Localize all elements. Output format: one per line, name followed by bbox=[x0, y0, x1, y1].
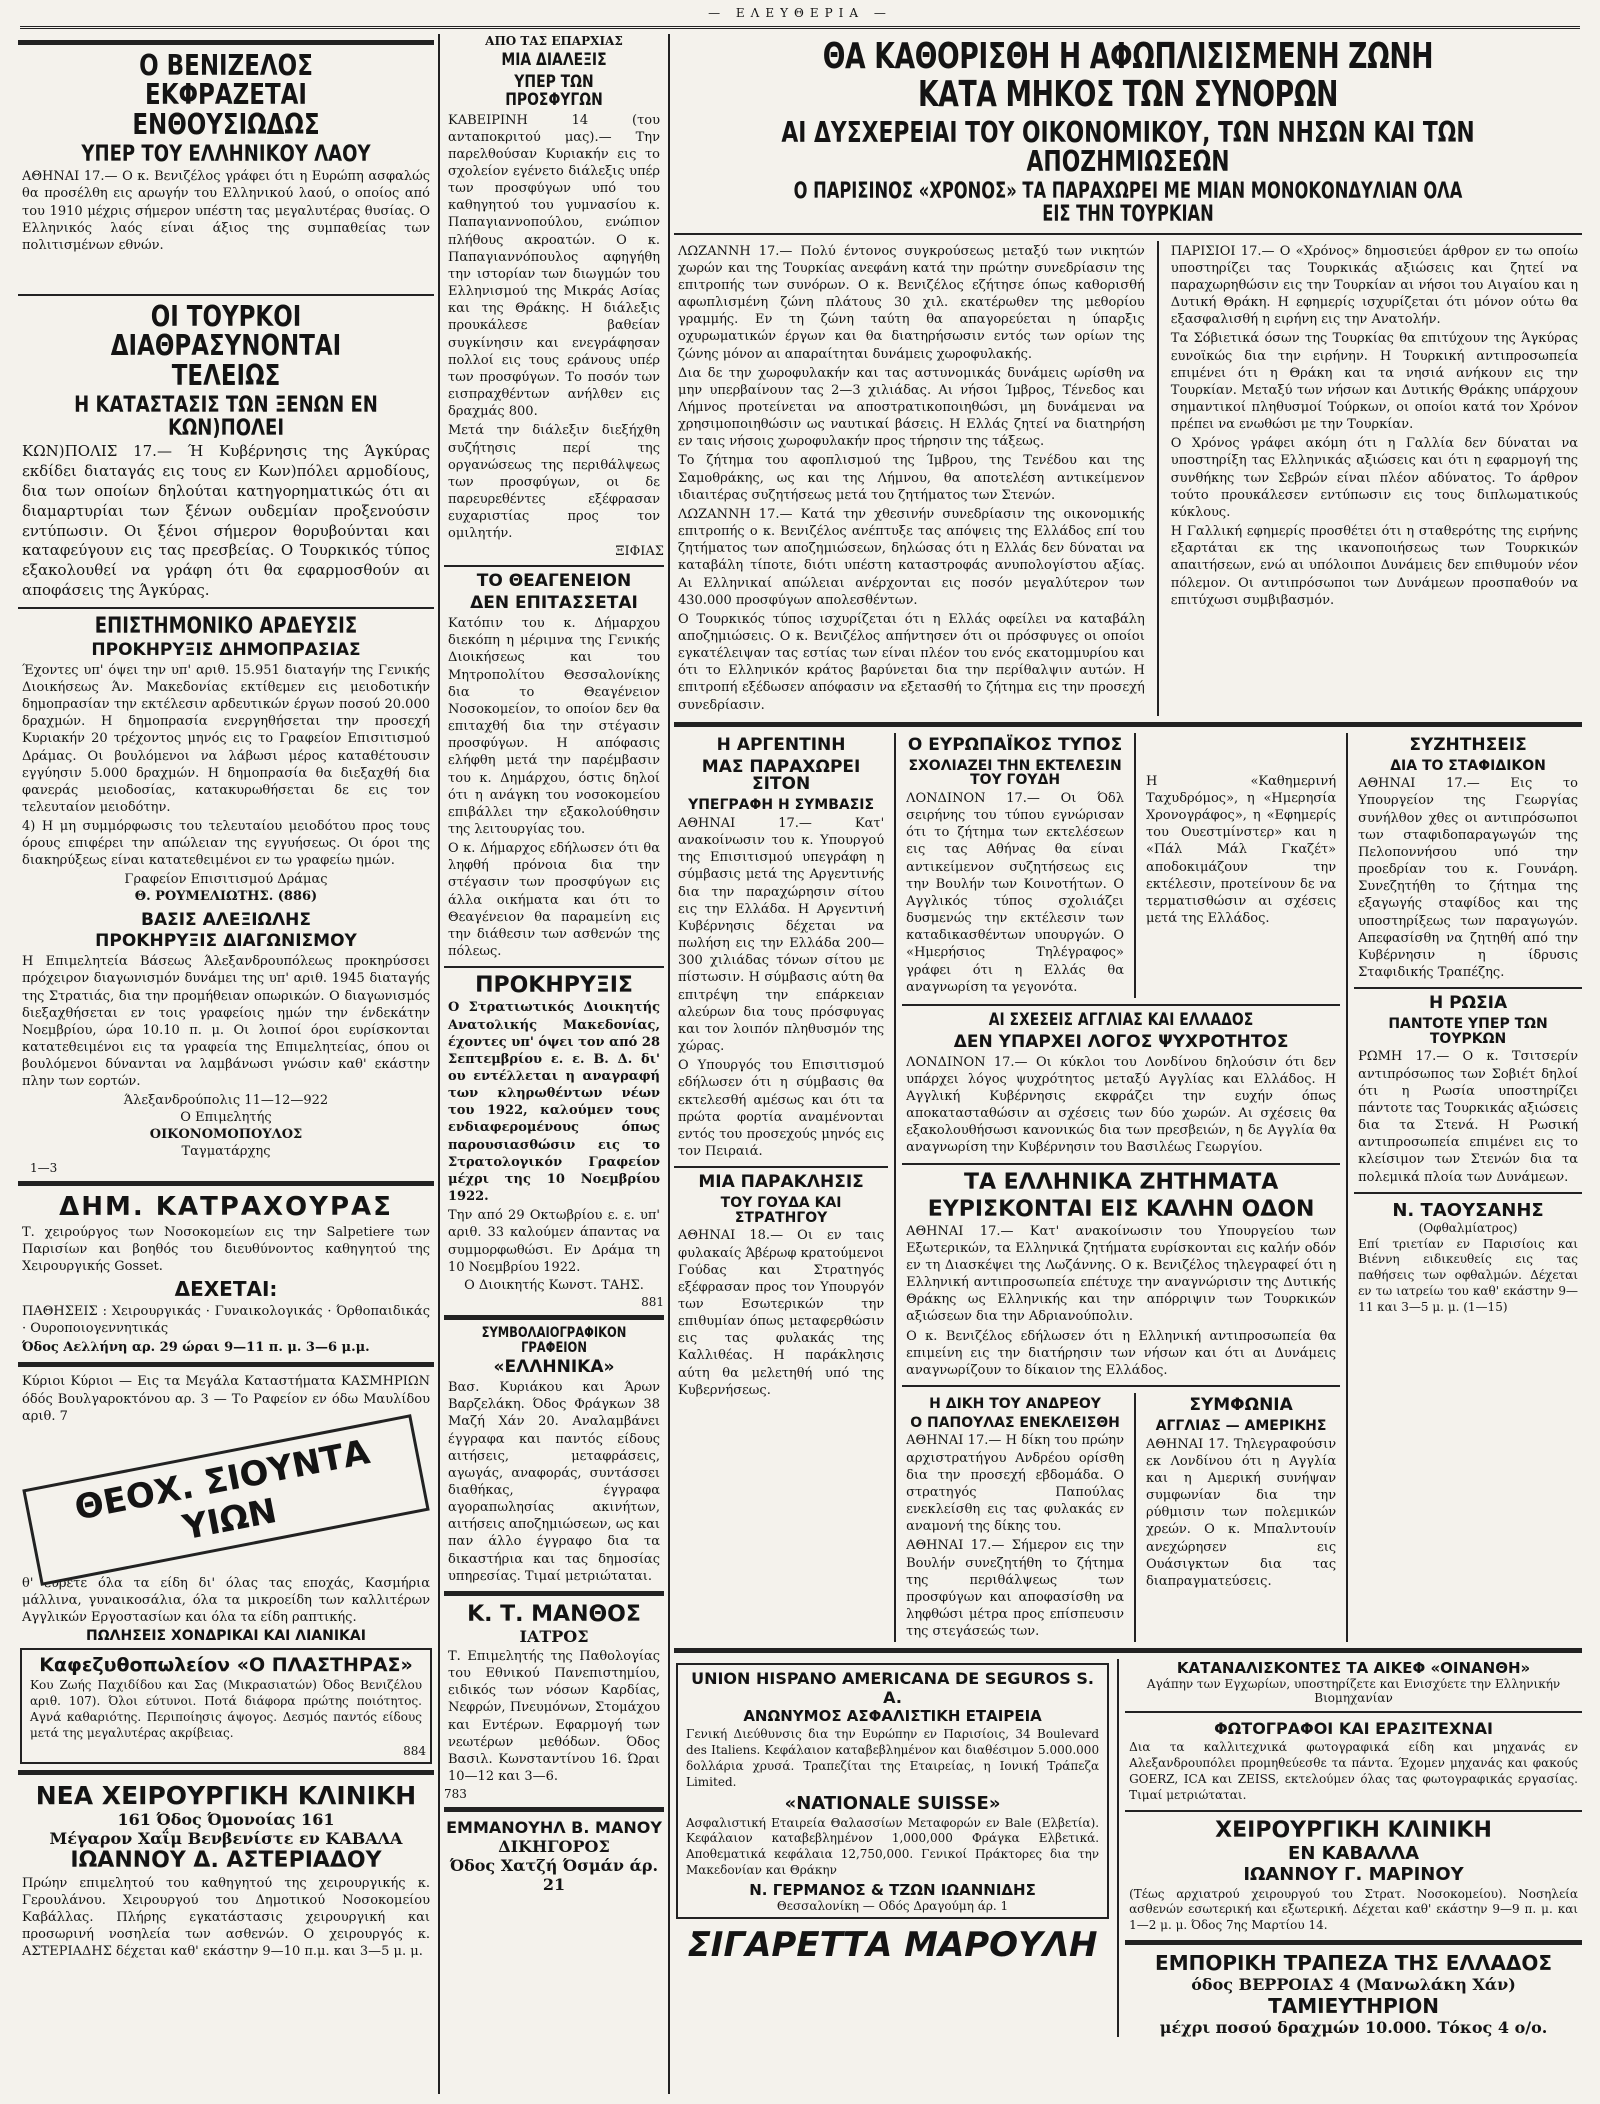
ad-manou-title: ΕΜΜΑΝΟΥΗΛ Β. ΜΑΝΟΥ bbox=[446, 1818, 662, 1838]
ad-agents: Ν. ΓΕΡΜΑΝΟΣ & ΤΖΩΝ ΙΩΑΝΝΙΔΗΣ bbox=[749, 1880, 1036, 1899]
ad-manthos-text: Τ. Επιμελητής της Παθολογίας του Εθνικού Πανεπιστημίου, ειδικός των νόσων Καρδίας, Νεφρών, Πνευμόνων, Στομάχου και Εντέρων. Εφαρμογή των νεωτέρων μεθόδων. Όδος Βασιλ. Κωνσταντίνου 16. Ώραι 10—12 και 3—6. bbox=[448, 1648, 660, 1785]
subhead-theageneion: ΔΕΝ ΕΠΙΤΑΣΣΕΤΑΙ bbox=[470, 593, 638, 614]
main-headline: ΘΑ ΚΑΘΟΡΙΣΘΗ Η ΑΦΩΠΛΙΣΙΣΜΕΝΗ ΖΩΝΗ ΚΑΤΑ ΜΗΚΟΣ ΤΩΝ ΣΥΝΟΡΩΝ bbox=[822, 36, 1434, 115]
ad-asteriadis-title: ΝΕΑ ΧΕΙΡΟΥΡΓΙΚΗ ΚΛΙΝΙΚΗ bbox=[35, 1780, 417, 1810]
main-article-left bbox=[674, 241, 1149, 716]
headline-russia: Η ΡΩΣΙΑ bbox=[1428, 993, 1508, 1014]
ad-manthos-number: 783 bbox=[444, 1787, 467, 1802]
subhead-turks: Η ΚΑΤΑΣΤΑΣΙΣ ΤΩΝ ΞΕΝΩΝ ΕΝ ΚΩΝ)ΠΟΛΕΙ bbox=[74, 393, 378, 442]
subhead-irrigation: ΠΡΟΚΗΡΥΞΙΣ ΔΗΜΟΠΡΑΣΙΑΣ bbox=[91, 639, 361, 660]
article-raisin: ΑΘΗΝΑΙ 17.— Εις το Υπουργείον της Γεωργίας συνήλθον χθες οι αντιπρόσωποι των σταφιδοπαραγωγών της Πελοποννήσου υπό την προεδρίαν του κ. Γουνάρη. Συνεζητήθη το ζήτημα της εξαγωγής σταφίδος και της υποστηρίξεως των παραγωγών. Απεφασίσθη να ζητηθή από την Κυβέρνησιν η ίδρυσις Σταφιδικής Τραπέζης. bbox=[1358, 776, 1578, 981]
ad-plastiras-title: Καφεζυθοπωλείον «Ο ΠΛΑΣΤΗΡΑΣ» bbox=[39, 1654, 413, 1677]
headline-venizelos: Ο ΒΕΝΙΖΕΛΟΣ ΕΚΦΡΑΖΕΤΑΙ ΕΝΘΟΥΣΙΩΔΩΣ bbox=[132, 49, 320, 141]
notice-tender-rank: Ταγματάρχης bbox=[181, 1143, 271, 1159]
ad-asteriadis-name: ΙΩΑΝΝΟΥ Δ. ΑΣΤΕΡΙΑΔΟΥ bbox=[70, 1847, 382, 1873]
notice-irrigation: Έχοντες υπ' όψει την υπ' αριθ. 15.951 διαταγήν της Γενικής Διοικήσεως Άν. Μακεδονίας εκτίθεμεν εις μειοδοτικήν δημοπρασίαν την εκτέλεσιν αρδευτικών έργων ποσού 20.000 δραχμών. Η δημοπρασία ενεργηθήσεται την προσεχή Κυριακήν 20 τρέχοντος μηνός εις το Γραφείον Επισιτισμού Δράμας. Οι βουλόμενοι να λάβωσι μέρος καταθέτουσιν εγγύησιν 5.000 δραχμών. Η δημοπρασία θα διεξαχθή δια φανεράς μειοδοσίας, κατακυρωθήσεται δε εις τον τελευταίον μειοδότην. bbox=[22, 662, 430, 815]
main-right-1: ΠΑΡΙΣΙΟΙ 17.— Ο «Χρόνος» δημοσιεύει άρθρον εν τω οποίω υποστηρίζει τας Τουρκικάς αξιώσεις και ζητεί να παραχωρηθώσιν εις την Τουρκίαν αι νήσοι του Αιγαίου και η Δυτική Θράκη. Η εφημερίς ισχυρίζεται ότι μόνον ούτω θα εξασφαλισθή η ειρήνη εις την Ανατολήν. bbox=[1170, 243, 1578, 328]
headline-request: ΜΙΑ ΠΑΡΑΚΛΗΣΙΣ bbox=[698, 1172, 864, 1193]
ad-katrachouras-title: ΔΗΜ. ΚΑΤΡΑΧΟΥΡΑΣ bbox=[59, 1191, 393, 1222]
headline-trial: Η ΔΙΚΗ ΤΟΥ ΑΝΔΡΕΟΥ bbox=[929, 1396, 1101, 1413]
main-area bbox=[674, 34, 1582, 2094]
ad-notary-title: ΣΥΜΒΟΛΑΙΟΓΡΑΦΙΚΟΝ ΓΡΑΦΕΙΟΝ bbox=[481, 1324, 627, 1356]
notice-tender-role: Ο Επιμελητής bbox=[180, 1109, 272, 1125]
ad-photo-text: Δια τα καλλιτεχνικά φωτογραφικά είδη και μηχανάς εν Αλεξανδρουπόλει προμηθεύεσθε τα πάντα. Έχομεν μηχανάς και φακούς GOERZ, ICA και ZEISS, εκτελούμεν όλας τας φωτογραφικάς εργασίας. Τιμαί μετριώταται. bbox=[1129, 1740, 1578, 1802]
article-greek-issues-cont: Ο κ. Βενιζέλος εδήλωσεν ότι η Ελληνική αντιπροσωπεία θα επιμείνη εις την διατήρησιν των νήσων και ότι αι Δυνάμεις αναγνωρίζουν το δίκαιον της Ελλάδος. bbox=[906, 1328, 1337, 1378]
ad-oinanthi-title: ΚΑΤΑΝΑΛΙΣΚΟΝΤΕΣ ΤΑ ΑΙΚΕΦ «ΟΙΝΑΝΘΗ» bbox=[1176, 1659, 1531, 1678]
main-article-right bbox=[1167, 241, 1582, 716]
column-rule bbox=[668, 34, 670, 2094]
article-venizelos-cont bbox=[22, 256, 430, 288]
ad-manou-sub: ΔΙΚΗΓΟΡΟΣ bbox=[498, 1837, 610, 1857]
ad-taousanis-text: Επί τριετίαν εν Παρισίοις και Βιέννη ειδικευθείς εις τας παθήσεις των οφθαλμών. Δέχεται εν τω ιατρείω του καθ' εκάστην 9—11 και 3—5 μ. μ. (1—15) bbox=[1358, 1236, 1578, 1314]
headline-irrigation: ΕΠΙΣΤΗΜΟΝΙΚΟ ΑΡΔΕΥΣΙΣ bbox=[94, 613, 358, 639]
ad-katrachouras-sub: ΔΕΧΕΤΑΙ: bbox=[174, 1277, 278, 1301]
ad-marinou-text: (Τέως αρχιατρού χειρουργού του Στρατ. Νοσοκομείου). Νοσηλεία ασθενών εσωτερική και εξωτερική. Δέχεται καθ' εκάστην 9—9 π. μ. και 1—2 μ. μ. Όδος 7ης Μαρτίου 14. bbox=[1129, 1886, 1578, 1933]
headline-lecture: ΜΙΑ ΔΙΑΛΕΞΙΣ bbox=[501, 50, 607, 70]
subhead-argentina-2: ΥΠΕΓΡΑΦΗ Η ΣΥΜΒΑΣΙΣ bbox=[688, 797, 875, 814]
ad-taousanis-title: Ν. ΤΑΟΥΣΑΝΗΣ bbox=[1392, 1199, 1544, 1221]
main-right-3: Ο Χρόνος γράφει ακόμη ότι η Γαλλία δεν δύναται να υποστηρίξη τας Ελληνικάς αξιώσεις και ότι η εφαρμογή της συνθήκης των Σεβρών είναι πλέον αδύνατος. Το άρθρον τούτο προυκάλεσεν εντύπωσιν εις τους διπλωματικούς κύκλους. bbox=[1170, 436, 1578, 520]
headline-raisin: ΣΥΖΗΤΗΣΕΙΣ bbox=[1409, 734, 1527, 755]
ad-plastiras-number: 884 bbox=[403, 1743, 426, 1758]
masthead: — ΕΛΕΥΘΕΡΙΑ — bbox=[20, 6, 1580, 29]
main-subheadline: ΑΙ ΔΥΣΧΕΡΕΙΑΙ ΤΟΥ ΟΙΚΟΝΟΜΙΚΟΥ, ΤΩΝ ΝΗΣΩΝ ΚΑΙ ΤΩΝ ΑΠΟΖΗΜΙΩΣΕΩΝ bbox=[781, 115, 1475, 178]
main-subcol-c bbox=[1354, 733, 1582, 1643]
main-text-5: Ο Τουρκικός τύπος ισχυρίζεται ότι η Ελλάς οφείλει να καταβάλη αποζημιώσεις. Ο κ. Βενιζέλος απήντησεν ότι οι πρόσφυγες οι οποίοι εγκατέλειψαν τας εστίας των είναι πλέον του ενός εκατομμυρίου και ότι το Ελληνικόν κράτος βαρύνεται δια την περίθαλψιν αυτών. Η επιτροπή εξέδωσεν απόφασιν να εξετασθή το ζήτημα εις την προσεχή συνεδρίασιν. bbox=[678, 611, 1145, 713]
ad-siounta-sales: ΠΩΛΗΣΕΙΣ ΧΟΝΔΡΙΚΑΙ ΚΑΙ ΛΙΑΝΙΚΑΙ bbox=[86, 1628, 366, 1645]
subhead-press: ΣΧΟΛΙΑΖΕΙ ΤΗΝ ΕΚΤΕΛΕΣΙΝ ΤΟΥ ΓΟΥΔΗ bbox=[908, 757, 1122, 789]
article-greek-issues: ΑΘΗΝΑΙ 17.— Κατ' ανακοίνωσιν του Υπουργείου των Εξωτερικών, τα Ελληνικά ζητήματα ευρίσκονται εις καλήν οδόν εν τη Διασκέψει της Λωζάννης. Ο κ. Βενιζέλος τηλεγραφεί ότι η Ελληνική αντιπροσωπεία επέτυχε την αναγνώρισιν της Δυτικής Θράκης ως Ελληνικής και την απόρριψιν των Τουρκικών αξιώσεων δια την Αδριανούπολιν. bbox=[906, 1223, 1337, 1325]
notice-proclamation-signature: Ο Διοικητής Κωνστ. ΤΑΗΣ. bbox=[464, 1277, 644, 1293]
notice-tender: Η Επιμελητεία Βάσεως Άλεξανδρουπόλεως προκηρύσσει πρόχειρον διαγωνισμόν δυνάμει της υπ' αριθ. 1945 διαταγής της Στρατιάς, δια την προμήθειαν οπωρικών. Ο διαγωνισμός διεξαχθήσεται εν τοις γραφείοις ημών την ένδεκάτην Νοεμβρίου, ώρα 10.10 π. μ. Οι λοιποί όροι ευρίσκονται κατατεθειμένοι εις τα γραφεία της Επιμελητείας, όπου οι βουλόμενοι δύνανται να λαμβάνωσι γνώσιν καθ' εκάστην πλην των εορτών. bbox=[22, 954, 430, 1090]
ad-katrachouras-items: ΠΑΘΗΣΕΙΣ : Χειρουργικάς · Γυναικολογικάς · Όρθοπαιδικάς · Ουροποιογεννητικάς bbox=[22, 1304, 430, 1337]
ad-manou-address: Όδος Χατζή Όσμάν άρ. 21 bbox=[449, 1856, 659, 1895]
main-subcol-b bbox=[902, 733, 1340, 1643]
notice-proclamation-number: 881 bbox=[641, 1294, 664, 1309]
main-right-4: Η Γαλλική εφημερίς προσθέτει ότι η σταθερότης της ειρήνης εξαρτάται εκ της ικανοποιήσεως των Τουρκικών απαιτήσεων, ενώ αι υπόλοιποι Δυνάμεις δεν επιθυμούν νέον πόλεμον. Οι αντιπρόσωποι των Δυνάμεων προσπαθούν να επιτύχωσι συμβιβασμόν. bbox=[1170, 524, 1578, 608]
headline-press: Ο ΕΥΡΩΠΑΪΚΟΣ ΤΥΠΟΣ bbox=[907, 734, 1123, 755]
ad-photo-title: ΦΩΤΟΓΡΑΦΟΙ ΚΑΙ ΕΡΑΣΙΤΕΧΝΑΙ bbox=[1214, 1719, 1493, 1739]
article-trial: ΑΘΗΝΑΙ 17.— Η δίκη του πρώην αρχιστρατήγου Ανδρέου ορίσθη δια την προσεχή εβδομάδα. Ο στρατηγός Παπούλας ενεκλείσθη εις τας φυλακάς εν αναμονή της δίκης του. bbox=[906, 1433, 1124, 1535]
notice-irrigation-office: Γραφείον Επισιτισμού Δράμας bbox=[124, 871, 328, 887]
headline-base: ΒΑΣΙΣ ΑΛΕΞΙΩΛΗΣ bbox=[140, 909, 312, 930]
ad-asteriadis-address: 161 Όδος Όμονοίας 161 bbox=[117, 1809, 335, 1829]
subhead-lecture: ΥΠΕΡ ΤΩΝ ΠΡΟΣΦΥΓΩΝ bbox=[505, 71, 603, 110]
subhead-base: ΠΡΟΚΗΡΥΞΙΣ ΔΙΑΓΩΝΙΣΜΟΥ bbox=[95, 931, 357, 952]
main-subcol-a bbox=[674, 733, 888, 1643]
ad-asteriadis-building: Μέγαρον Χαΐμ Βενβενίστε εν ΚΑΒΑΛΑ bbox=[49, 1828, 403, 1848]
ad-asteriadis-text: Πρώην επιμελητού του καθηγητού της χειρουργικής κ. Γερουλάνου. Χειρουργού του Δημοτικού Νοσοκομείου Καβάλλας. Πλήρης εγκατάστασις χειρουργική και προσωρινή νοσηλεία των ασθενών. Ο χειρουργός κ. ΑΣΤΕΡΙΑΔΗΣ δέχεται καθ' εκάστην 9—10 π.μ. και 3—5 μ. μ. bbox=[22, 1875, 430, 1960]
subhead-greek-issues: ΕΥΡΙΣΚΟΝΤΑΙ ΕΙΣ ΚΑΛΗΝ ΟΔΟΝ bbox=[927, 1196, 1315, 1222]
ad-marinou-city: ΕΝ ΚΑΒΑΛΛΑ bbox=[1288, 1842, 1419, 1864]
notice-tender-date: Άλεξανδρούπολις 11—12—922 bbox=[123, 1092, 329, 1108]
ad-katrachouras-text: Τ. χειρούργος των Νοσοκομείων εις την Salpetiere των Παρισίων και βοηθός του διευθύνοντος καθηγητού της Χειρουργικής Gosset. bbox=[22, 1224, 430, 1274]
notice-irrigation-signature: Θ. ΡΟΥΜΕΛΙΩΤΗΣ. (886) bbox=[134, 888, 318, 904]
subhead-raisin: ΔΙΑ ΤΟ ΣΤΑΦΙΔΙΚΟΝ bbox=[1390, 757, 1546, 774]
article-request: ΑΘΗΝΑΙ 18.— Οι εν ταις φυλακαίς Άβέρωφ κρατούμενοι Γούδας και Στρατηγός εξέφρασαν προς τον Υπουργόν των Εσωτερικών την επιθυμίαν όπως μεταφερθώσιν εις τας φυλακάς της Καλλιθέας. Η παράκλησις αύτη θα μελετηθή υπό της Κυβερνήσεως. bbox=[678, 1228, 885, 1398]
notice-proclamation-cont: Την από 29 Οκτωβρίου ε. ε. υπ' αριθ. 33 καλούμεν άπαντας να συμμορφωθώσι. Εν Δράμα τη 10 Νοεμβρίου 1922. bbox=[448, 1208, 660, 1275]
column-left bbox=[18, 34, 434, 2094]
ad-column-right bbox=[1125, 1659, 1582, 2037]
ad-bank-rate: μέχρι ποσού δραχμών 10.000. Τόκος 4 ο/ο. bbox=[1159, 2018, 1548, 2038]
ad-nationale-text: Ασφαλιστική Εταιρεία Θαλασσίων Μεταφορών εν Bale (Ελβετία). Κεφάλαιον καταβεβλημένον 1,000,000 Φράγκα Ελβετικά. Αποθεματικά κεφάλαια 12,750,000. Γενικοί Πράκτορες δια την Μακεδονίαν και Θράκην bbox=[686, 1815, 1100, 1878]
ad-manthos-sub: ΙΑΤΡΟΣ bbox=[519, 1626, 589, 1646]
subhead-argentina: ΜΑΣ ΠΑΡΑΧΩΡΕΙ ΣΙΤΟΝ bbox=[701, 756, 861, 795]
main-subheadline-2: Ο ΠΑΡΙΣΙΝΟΣ «ΧΡΟΝΟΣ» ΤΑ ΠΑΡΑΧΩΡΕΙ ΜΕ ΜΙΑΝ ΜΟΝΟΚΟΝΔΥΛΙΑΝ ΟΛΑ ΕΙΣ ΤΗΝ ΤΟΥΡΚΙΑΝ bbox=[793, 179, 1463, 228]
ad-bank-savings: ΤΑΜΙΕΥΤΗΡΙΟΝ bbox=[1268, 1994, 1439, 2019]
column-rule bbox=[438, 34, 440, 2094]
ad-manthos-title: Κ. Τ. ΜΑΝΘΟΣ bbox=[467, 1601, 641, 1627]
ad-union-text: Γενική Διεύθυνσις δια την Ευρώπην εν Παρισίοις, 34 Boulevard des Italiens. Κεφάλαιον καταβεβλημένον και διαθέσιμον 5.000.000 δολλάρια χρυσά. Τραπεζίται της Εταιρείας, η Ιονική Τράπεζα Limited. bbox=[686, 1727, 1100, 1789]
article-lecture-cont: Μετά την διάλεξιν διεξήχθη συζήτησις περί της οργανώσεως της περιθάλψεως των προσφύγων, οι δε παρευρεθέντες εξέφρασαν ευχαριστίας προς τον ομιλητήν. bbox=[448, 423, 660, 542]
ad-nationale-title: «NATIONALE SUISSE» bbox=[784, 1792, 1001, 1814]
article-turks: ΚΩΝ)ΠΟΛΙΣ 17.— Ή Κυβέρνησις της Άγκύρας εκδίδει διαταγάς εις τους εν Κων)πόλει αρμοδίους, δια των οποίων δηλούται κατηγορηματικώς ότι αι διαμαρτυρίαι των ξένων ουδεμίαν προξενούσιν εντύπωσιν. Οι ξένοι σήμερον θορυβούνται και καταφεύγουν εις τας πρεσβείας. Ο Τουρκικός τύπος εξακολουθεί να γράφη ότι θα εφαρμοσθούν αι αποφάσεις της Άγκύρας. bbox=[22, 442, 430, 599]
ad-siounta-text: Κύριοι Κύριοι — Εις τα Μεγάλα Καταστήματα ΚΑΣΜΗΡΙΩΝ όδός Βουλγαροκτόνου αρ. 3 — Το Ραφείον εν όδω Μαυλίδου αριθ. 7 bbox=[22, 1374, 430, 1424]
headline-argentina: Η ΑΡΓΕΝΤΙΝΗ bbox=[716, 734, 846, 755]
subhead-request: ΤΟΥ ΓΟΥΔΑ ΚΑΙ ΣΤΡΑΤΗΓΟΥ bbox=[720, 1194, 842, 1226]
notice-tender-signature: ΟΙΚΟΝΟΜΟΠΟΥΛΟΣ bbox=[149, 1126, 303, 1142]
ad-plastiras bbox=[20, 1648, 432, 1763]
ad-union-sub: ΑΝΩΝΥΜΟΣ ΑΣΦΑΛΙΣΤΙΚΗ ΕΤΑΙΡΕΙΑ bbox=[743, 1707, 1042, 1726]
ad-plastiras-text: Κου Ζωής Παχιδίδου και Σας (Μικρασιατών) Όδος Βενιζέλου αριθ. 107). Όλοι εύτυνοι. Ποτά διάφορα πρώτης ποιότητος. Αγνά καθαριότης. Περιποίησις άψογος. Δεσμός παντός είδους μετά της μεγαλυτέρας ακρίβειας. bbox=[30, 1678, 422, 1740]
main-text-4: ΛΩΖΑΝΝΗ 17.— Κατά την χθεσινήν συνεδρίασιν της οικονομικής επιτροπής ο κ. Βενιζέλος ανέπτυξε τας απόψεις της Ελλάδος επί του ζητήματος των αποζημιώσεων, δηλώσας ότι η Ελλάς δεν δύναται να καταβάλη τίποτε, διότι υπέστη καταστροφάς ανυπολογίστου αξίας. Αι Ελληνικαί απώλειαι ανέρχονται εις ποσόν μεγαλύτερον των 430.000 προσφύγων απολεσθέντων. bbox=[678, 506, 1145, 608]
ad-marinou-title: ΧΕΙΡΟΥΡΓΙΚΗ ΚΛΙΝΙΚΗ bbox=[1215, 1817, 1492, 1843]
article-russia: ΡΩΜΗ 17.— Ο κ. Τσιτσερίν αντιπρόσωπος των Σοβιέτ δηλοί ότι η Ρωσία υποστηρίζει πάντοτε τας Τουρκικάς αξιώσεις δια τα Στενά. Η Ρωσική αντιπροσωπεία επιμένει εις το κλείσιμον των Στενών δια τα πολεμικά πλοία των Δυνάμεων. bbox=[1358, 1049, 1578, 1185]
headline-greek-issues: ΤΑ ΕΛΛΗΝΙΚΑ ΖΗΤΗΜΑΤΑ bbox=[963, 1169, 1279, 1195]
headline-turks: ΟΙ ΤΟΥΡΚΟΙ ΔΙΑΘΡΑΣΥΝΟΝΤΑΙ ΤΕΛΕΙΩΣ bbox=[110, 300, 342, 392]
main-right-2: Τα Σόβιετικά όσων της Τουρκίας θα επιτύχουν της Άγκύρας ευνοϊκώς δια την ειρήνην. Η Τουρκική αντιπροσωπεία επιμένει ότι η Θράκη και τα νησιά ανήκουν εις την Τουρκίαν. Μεταξύ των νήσων και Δυτικής Θράκης υπάρχουν σημαντικοί πληθυσμοί Τούρκων, οι οποίοι κατά τον Χρόνον πρέπει να ενωθώσι με την Τουρκίαν. bbox=[1170, 331, 1578, 433]
main-text-1: ΛΩΖΑΝΝΗ 17.— Πολύ έντονος συγκρούσεως μεταξύ των νικητών χωρών και της Τουρκίας ανεφάνη κατά την πρώτην συνεδρίασιν της επιτροπής των συνόρων. Ο κ. Βενιζέλος εζήτησε όπως καθορισθή αφωπλισμένη ζώνη πλάτους 30 χιλ. εκατέρωθεν της μεθορίου γραμμής. Εν τη ζώνη ταύτη θα απαγορεύεται η ύπαρξις οχυρωματικών έργων και θα διατηρήσωσιν εντός των ορίων της ζώνης μόνον αι απαραίτηται δυνάμεις χωροφυλακής. bbox=[678, 243, 1145, 362]
article-press-cont: Η «Καθημερινή Ταχυδρόμος», η «Ημερησία Χρονογράφος», η «Εφημερίς του Ουεστμίνστερ» και η «Πάλ Μάλ Γκαζέτ» αποδοκιμάζουν την εκτέλεσιν, προτείνουν δε να τερματισθώσιν αι σχέσεις μετά της Ελλάδος. bbox=[1145, 773, 1337, 927]
column-second bbox=[444, 34, 664, 2094]
article-trial-cont: ΑΘΗΝΑΙ 17.— Σήμερον εις την Βουλήν συνεζητήθη το ζήτημα της περιθάλψεως των προσφύγων και αποφασίσθη να ληφθώσι μέτρα προς επίσπευσιν της στεγάσεώς των. bbox=[906, 1538, 1124, 1640]
headline-relations: ΑΙ ΣΧΕΣΕΙΣ ΑΓΓΛΙΑΣ ΚΑΙ ΕΛΛΑΔΟΣ bbox=[988, 1009, 1254, 1030]
headline-agreement: ΣΥΜΦΩΝΙΑ bbox=[1189, 1395, 1293, 1416]
ad-column-insurance bbox=[674, 1659, 1111, 2037]
subhead-agreement: ΑΓΓΛΙΑΣ — ΑΜΕΡΙΚΗΣ bbox=[1155, 1417, 1327, 1434]
ad-cigarette: ΣΙΓΑΡΕΤΤΑ ΜΑΡΟΥΛΗ bbox=[687, 1924, 1098, 1965]
notice-irrigation-terms: 4) Η μη συμμόρφωσις του τελευταίου μειοδότου προς τους όρους επιφέρει την απώλειαν της εγγυήσεως. Οι όροι της διακηρύξεως είναι κατατεθειμένοι εν τω γραφείω ημών. bbox=[22, 819, 430, 869]
headline-theageneion: ΤΟ ΘΕΑΓΕΝΕΙΟΝ bbox=[476, 571, 632, 592]
ad-oinanthi-text: Αγάπην των Εγχωρίων, υποστηρίζετε και Ενισχύετε την Ελληνικήν Βιομηχανίαν bbox=[1146, 1677, 1561, 1706]
main-text-3: Το ζήτημα του αφοπλισμού της Ίμβρου, της Τενέδου και της Σαμοθράκης, ως και της Λήμνου, θα αποτελέση αντικείμενον ιδιαιτέρας συζητήσεως μετά του ζητήματος των Στενών. bbox=[678, 453, 1145, 503]
subhead-russia: ΠΑΝΤΟΤΕ ΥΠΕΡ ΤΩΝ ΤΟΥΡΚΩΝ bbox=[1388, 1016, 1548, 1047]
ad-bank-address: όδος ΒΕΡΡΟΙΑΣ 4 (Μανωλάκη Χάν) bbox=[1191, 1975, 1516, 1995]
notice-tender-number: 1—3 bbox=[30, 1160, 58, 1175]
ad-siounta-body: θ' εύρετε όλα τα είδη δι' όλας τας εποχάς, Κασμήρια μάλλινα, γυναικοσάλια, όλα τα μικροείδη των καλλιτέρων Αγγλικών Εργοστασίων και όλα τα είδη ραπτικής. bbox=[22, 1575, 430, 1626]
subhead-venizelos: ΥΠΕΡ ΤΟΥ ΕΛΛΗΝΙΚΟΥ ΛΑΟΥ bbox=[81, 142, 371, 168]
ad-notary-text: Βασ. Κυριάκου και Άρων Βαρζελάκη. Όδος Φράγκων 38 Μαζή Χάν 20. Αναλαμβάνει έγγραφα και παντός είδους αιτήσεις, μεταφράσεις, αγωγάς, αναφοράς, συντάσσει διαθήκας, έγγραφα αγοραπωλησίας ακινήτων, αιτήσεις αποζημιώσεων, ως και παν άλλο έγγραφο δια τα δικαστήρια και τας δημοσίας υπηρεσίας. Τιμαί μετριώταται. bbox=[448, 1380, 660, 1584]
subhead-relations: ΔΕΝ ΥΠΑΡΧΕΙ ΛΟΓΟΣ ΨΥΧΡΟΤΗΤΟΣ bbox=[953, 1031, 1289, 1052]
ad-marinou-name: ΙΩΑΝΝΟΥ Γ. ΜΑΡΙΝΟΥ bbox=[1243, 1863, 1464, 1885]
ad-siounta-banner: ΘΕΟΧ. ΣΙΟΥΝΤΑ ΥΙΩΝ bbox=[22, 1414, 429, 1586]
article-lecture: ΚΑΒΕΙΡΙΝΗ 14 (του ανταποκριτού μας).— Την παρελθούσαν Κυριακήν εις το σχολείον εγένετο διάλεξις υπέρ των προσφύγων υπό του καθηγητού του γυμνασίου κ. Παπαγιαννοπούλου, ενώπιον πλήθους ακροατών. Ο κ. Παπαγιαννόπουλος αφηγήθη την ιστορίαν των διωγμών του Ελληνισμού της Μικράς Ασίας και της Θράκης. Η διάλεξις προυκάλεσε βαθείαν συγκίνησιν και ενεγράφησαν πολλοί εις τους εράνους υπέρ των προσφύγων. Το ποσόν των εισπραχθέντων ανήλθεν εις δραχμάς 800. bbox=[448, 112, 660, 420]
headline-proclamation: ΠΡΟΚΗΡΥΞΙΣ bbox=[475, 973, 633, 999]
article-theageneion-cont: Ο κ. Δήμαρχος εδήλωσεν ότι θα ληφθή πρόνοια δια την στέγασιν των προσφύγων εις άλλα οικήματα και ότι το Θεαγένειον θα παραμείνη εις την διάθεσιν των ασθενών της πόλεως. bbox=[448, 841, 660, 960]
ad-bank-title: ΕΜΠΟΡΙΚΗ ΤΡΑΠΕΖΑ ΤΗΣ ΕΛΛΑΔΟΣ bbox=[1155, 1951, 1553, 1976]
article-agreement: ΑΘΗΝΑΙ 17. Τηλεγραφούσιν εκ Λονδίνου ότι η Αγγλία και η Αμερική συνήψαν συμφωνίαν δια την ρύθμισιν των πολεμικών χρεών. Ο κ. Μπαλντουίν ανεχώρησεν εις Ουάσιγκτων δια τας διαπραγματεύσεις. bbox=[1145, 1436, 1337, 1589]
article-argentina: ΑΘΗΝΑΙ 17.— Κατ' ανακοίνωσιν του κ. Υπουργού της Επισιτισμού υπεγράφη η σύμβασις μετά της Αργεντινής δια την παραχώρησιν σίτου εις την Ελλάδα. Η Αργεντινή Κυβέρνησις δέχεται να πωλήση εις την Ελλάδα 200—300 χιλιάδας τόνων σίτου με πίστωσιν. Η σύμβασις αύτη θα επιτρέψη την επάρκειαν αλεύρων δια τους πρόσφυγας και τον λοιπόν πληθυσμόν της χώρας. bbox=[678, 816, 885, 1055]
ad-katrachouras-address: Όδος Αελλήνη αρ. 29 ώραι 9—11 π. μ. 3—6 μ.μ. bbox=[22, 1340, 370, 1356]
article-press: ΛΟΝΔΙΝΟΝ 17.— Οι Όδλ σειρήνης του τύπου εγνώρισαν ότι το ζήτημα των εκτελέσεων εις τας Αθήνας θα είναι αντικείμενον συζητήσεως εις την Βουλήν των Κοινοτήτων. Ο Αγγλικός τύπος σχολιάζει δυσμενώς την εκτέλεσιν των καταδικασθέντων υπουργών. Ο «Ημερήσιος Τηλέγραφος» γράφει ότι η Ελλάς θα αναγνωρίση τα γεγονότα. bbox=[906, 791, 1124, 995]
article-lecture-signature: ΞΙΦΙΑΣ bbox=[615, 544, 664, 560]
main-text-2: Δια δε την χωροφυλακήν και τας αστυνομικάς δυνάμεις ωρίσθη να μην υπερβαίνουν τας 2—3 χιλιάδας. Αι νήσοι Ίμβρος, Τένεδος και Λήμνος προτείνεται να αποστρατικοποιηθώσι, μη δυνάμεναι να χρησιμοποιηθώσιν ως ναυτικαί βάσεις. Η Ελλάς ζητεί να διατηρήση εν ταις νήσοις χωροφυλακήν προς τήρησιν της τάξεως. bbox=[678, 365, 1145, 450]
section-kicker: ΑΠΟ ΤΑΣ ΕΠΑΡΧΙΑΣ bbox=[485, 34, 623, 48]
ad-taousanis-sub: (Οφθαλμίατρος) bbox=[1418, 1220, 1518, 1235]
ad-union-title: UNION HISPANO AMERICANA DE SEGUROS S. A. bbox=[691, 1669, 1094, 1708]
notice-proclamation: Ο Στρατιωτικός Διοικητής Ανατολικής Μακεδονίας, έχοντες υπ' όψει τον από 28 Σεπτεμβρίου ε. ε. Β. Δ. δι' ου εντέλλεται η αναγραφή των κληρωθέντων νέων του 1922, καλούμεν τους ενδιαφερομένους όπως παρουσιασθώσιν εις το Στρατολογικόν Γραφείον μέχρι της 10 Νοεμβρίου 1922. bbox=[448, 1000, 660, 1205]
article-argentina-cont: Ο Υπουργός του Επισιτισμού εδήλωσεν ότι η σύμβασις θα εκτελεσθή αμέσως και ότι τα πρώτα φορτία αναμένονται εντός του προσεχούς μηνός εις τον Πειραιά. bbox=[678, 1058, 885, 1159]
article-venizelos: ΑΘΗΝΑΙ 17.— Ο κ. Βενιζέλος γράφει ότι η Ευρώπη ασφαλώς θα προσέλθη εις αρωγήν του Ελληνικού λαού, ο οποίος από του 1910 μέχρις σήμερον υπέστη τας μεγαλυτέρας θυσίας. Ο Ελληνικός λαός είναι άξιος της συμπαθείας των πολιτισμένων εθνών. bbox=[22, 169, 430, 253]
article-theageneion: Κατόπιν του κ. Δήμαρχου διεκόπη η μέριμνα της Γενικής Διοικήσεως και του Μητροπολίτου Θεσσαλονίκης δια το Θεαγένειον Νοσοκομείον, το οποίον δεν θα επιταχθή δια την στέγασιν προσφύγων. Η απόφασις ελήφθη μετά την παρέμβασιν του κ. Δημάρχου, όστις δηλοί ότι η ανάγκη του νοσοκομείου επιβάλλει την εξακολούθησιν της λειτουργίας του. bbox=[448, 616, 660, 837]
ad-agents-address: Θεσσαλονίκη — Οδός Δραγούμη άρ. 1 bbox=[776, 1898, 1009, 1913]
subhead-trial: Ο ΠΑΠΟΥΛΑΣ ΕΝΕΚΛΕΙΣΘΗ bbox=[910, 1414, 1120, 1431]
ad-notary-name: «ΕΛΛΗΝΙΚΑ» bbox=[493, 1357, 615, 1378]
article-relations: ΛΟΝΔΙΝΟΝ 17.— Οι κύκλοι του Λονδίνου δηλούσιν ότι δεν υπάρχει λόγος ψυχρότητος μεταξύ Αγγλίας και Ελλάδος. Η Αγγλική Κυβέρνησις εκφράζει την ευχήν όπως αποκατασταθώσιν αι σχέσεις των δύο χωρών. Αι σχέσεις θα εξακολουθήσωσι κανονικώς δια των πρεσβειών, η δε Αγγλία θα αναγνωρίση την Κυβέρνησιν του Βασιλέως Γεωργίου. bbox=[906, 1054, 1337, 1156]
